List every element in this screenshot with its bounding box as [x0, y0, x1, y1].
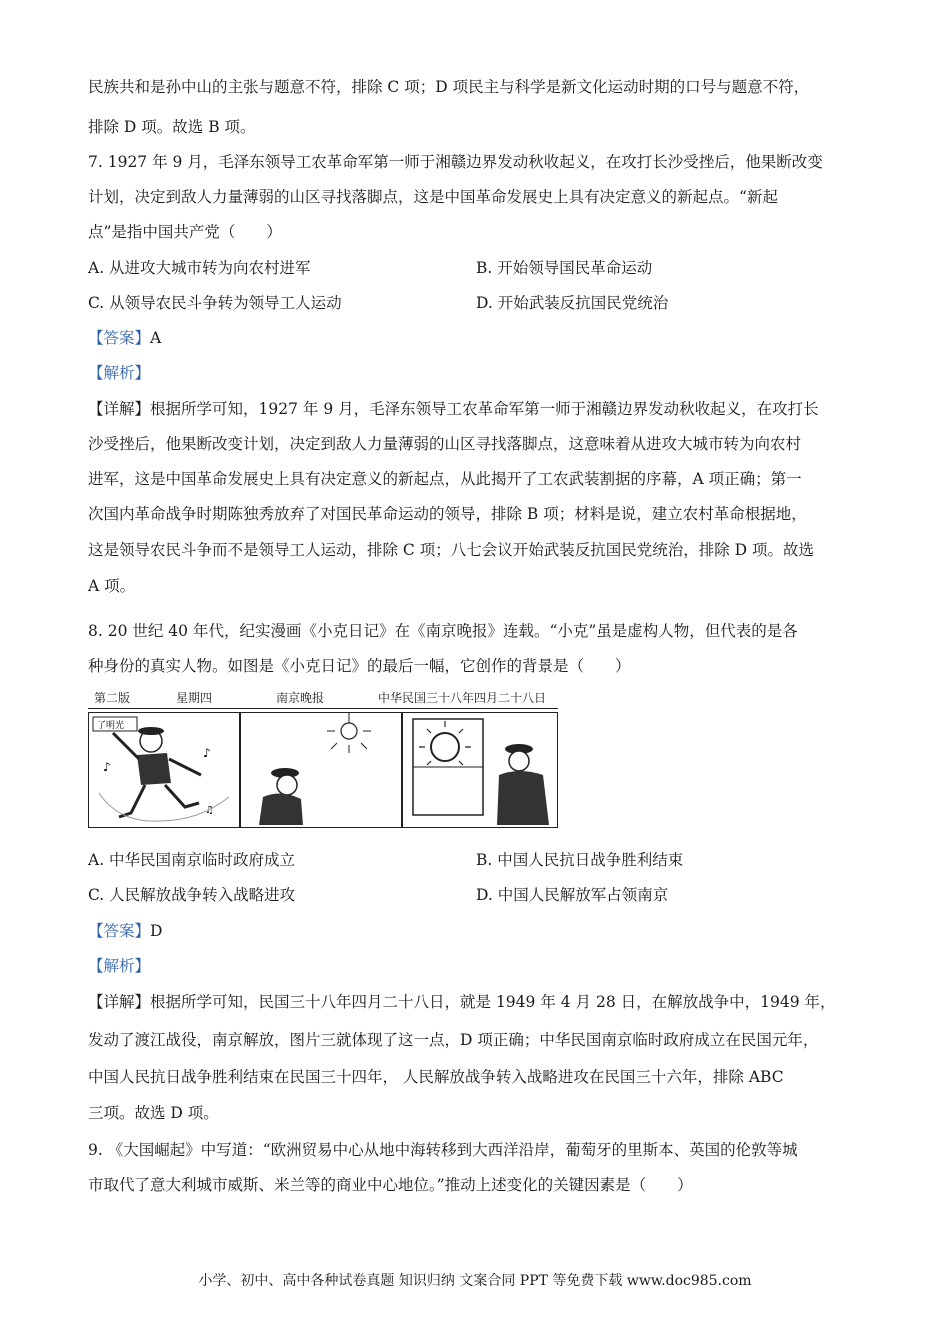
answer-tag: 【答案】	[88, 329, 151, 347]
page-footer: 小学、初中、高中各种试卷真题 知识归纳 文案合同 PPT 等免费下载 www.doc985.com	[198, 1273, 752, 1289]
svg-text:♪: ♪	[203, 746, 211, 760]
text-line: 排除 D 项。故选 B 项。	[88, 118, 256, 136]
comic-panel-2	[241, 713, 401, 827]
q8-option-c: C. 人民解放战争转入战略进攻	[88, 886, 296, 904]
answer-value: A	[150, 329, 162, 347]
comic-panel-3	[403, 713, 557, 827]
detail-tag: 【详解】	[88, 400, 151, 418]
q7-answer	[88, 328, 161, 348]
text-line: 三项。故选 D 项。	[88, 1104, 219, 1122]
comic-panel-1	[89, 713, 239, 827]
detail-tag: 【详解】	[88, 993, 151, 1011]
svg-text:♪: ♪	[103, 760, 111, 774]
question-7-stem: 7. 1927 年 9 月，毛泽东领导工农革命军第一师于湘赣边界发动秋收起义，在攻打长沙受挫后，他果断改变	[88, 153, 823, 171]
detail-text: 根据所学可知，民国三十八年四月二十八日，就是 1949 年 4 月 28 日，在解放战争中，1949 年，	[150, 993, 836, 1011]
svg-text:♫: ♫	[205, 805, 214, 816]
answer-value: D	[150, 922, 163, 940]
q7-option-d: D. 开始武装反抗国民党统治	[476, 294, 669, 312]
q8-answer	[88, 921, 162, 941]
text-line: 点”是指中国共产党（ ）	[88, 223, 282, 241]
comic-date-label: 中华民国三十八年四月二十八日	[378, 691, 547, 705]
q7-option-c: C. 从领导农民斗争转为领导工人运动	[88, 294, 342, 312]
text-line: 发动了渡江战役，南京解放，图片三就体现了这一点，D 项正确；中华民国南京临时政府成立在民国元年，	[88, 1031, 819, 1049]
text-line: 中国人民抗日战争胜利结束在民国三十四年， 人民解放战争转入战略进攻在民国三十六年，排除 ABC	[88, 1068, 784, 1086]
q7-option-a: A. 从进攻大城市转为向农村进军	[88, 259, 311, 277]
q8-detail	[88, 992, 836, 1012]
text-line: 这是领导农民斗争而不是领导工人运动，排除 C 项；八七会议开始武装反抗国民党统治，排除 D 项。故选	[88, 541, 814, 559]
text-line: 计划，决定到敌人力量薄弱的山区寻找落脚点，这是中国革命发展史上具有决定意义的新起点。“新起	[88, 188, 778, 206]
text-line: 沙受挫后，他果断改变计划，决定到敌人力量薄弱的山区寻找落脚点，这意味着从进攻大城市转为向农村	[88, 435, 802, 453]
question-9-stem: 9. 《大国崛起》中写道：“欧洲贸易中心从地中海转移到大西洋沿岸，葡萄牙的里斯本、英国的伦敦等城	[88, 1141, 798, 1159]
comic-paper-label: 南京晚报	[276, 691, 325, 705]
comic-day-label: 星期四	[176, 691, 213, 705]
comic-speech-bubble: 了明光	[97, 721, 125, 731]
q8-option-a: A. 中华民国南京临时政府成立	[88, 851, 296, 869]
comic-page-label: 第二版	[94, 691, 131, 705]
comic-strip	[88, 686, 558, 828]
text-line: 次国内革命战争时期陈独秀放弃了对国民革命运动的领导，排除 B 项；材料是说，建立农村革命根据地，	[88, 505, 807, 523]
q7-analysis-tag	[88, 363, 150, 383]
answer-tag: 【答案】	[88, 922, 151, 940]
q8-option-d: D. 中国人民解放军占领南京	[476, 886, 669, 904]
comic-header	[88, 686, 558, 709]
q7-option-b: B. 开始领导国民革命运动	[476, 259, 653, 277]
analysis-tag: 【解析】	[88, 957, 151, 975]
comic-panels	[88, 712, 558, 828]
detail-text: 根据所学可知，1927 年 9 月，毛泽东领导工农革命军第一师于湘赣边界发动秋收起义，在攻打长	[150, 400, 819, 418]
q8-analysis-tag	[88, 956, 150, 976]
text-line: 种身份的真实人物。如图是《小克日记》的最后一幅，它创作的背景是（ ）	[88, 657, 631, 675]
q7-detail	[88, 399, 819, 419]
analysis-tag: 【解析】	[88, 364, 151, 382]
q8-option-b: B. 中国人民抗日战争胜利结束	[476, 851, 684, 869]
question-8-stem: 8. 20 世纪 40 年代，纪实漫画《小克日记》在《南京晚报》连载。“小克”虽是虚构人物，但代表的是各	[88, 622, 798, 640]
text-line: 市取代了意大利城市威斯、米兰等的商业中心地位。”推动上述变化的关键因素是（ ）	[88, 1176, 693, 1194]
text-line: 民族共和是孙中山的主张与题意不符，排除 C 项；D 项民主与科学是新文化运动时期的口号与题意不符，	[88, 78, 810, 96]
text-line: A 项。	[88, 577, 136, 595]
text-line: 进军，这是中国革命发展史上具有决定意义的新起点，从此揭开了工农武装割据的序幕，A 项正确；第一	[88, 470, 802, 488]
